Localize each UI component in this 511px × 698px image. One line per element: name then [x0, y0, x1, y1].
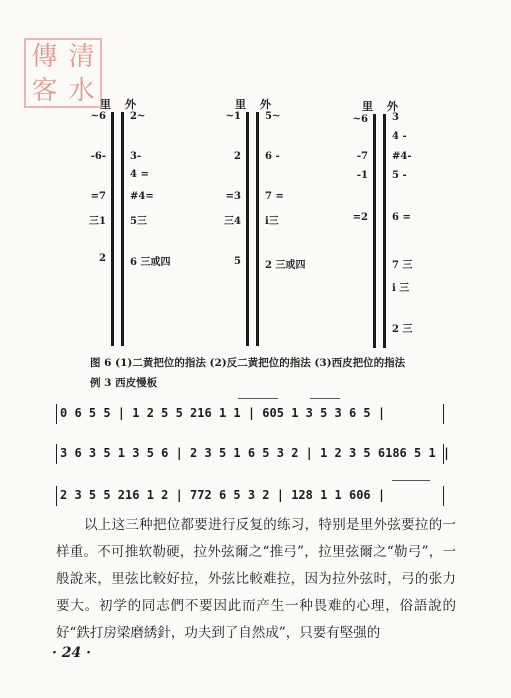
diagram-header-outer: 外: [387, 100, 404, 113]
seal-char: 清: [68, 42, 95, 72]
slur-mark: [238, 398, 278, 399]
outer-string-label: 4 =: [130, 169, 149, 180]
outer-string-label: 5三: [130, 216, 147, 227]
inner-string-line: [111, 112, 114, 346]
diagram-header-inner: 里: [362, 100, 379, 113]
fingering-diagram-fanerhuang: [215, 98, 325, 348]
notation-line: 0 6 5 5 | 1 2 5 5 216 1 1 | 605 1 3 5 3 6 5 |: [60, 406, 386, 420]
inner-string-label: -6-: [90, 151, 106, 162]
inner-string-label: 5: [234, 256, 241, 267]
outer-string-label: 7 =: [265, 191, 284, 202]
inner-string-label: =3: [225, 191, 241, 202]
diagram-header-inner: 里: [235, 98, 252, 111]
inner-string-line: [373, 114, 376, 348]
outer-string-label: #4-: [392, 151, 412, 162]
fingering-diagram-erhuang: [80, 98, 190, 348]
example-title: 例 3 西皮慢板: [90, 377, 158, 389]
outer-string-label: 5 -: [392, 170, 407, 181]
outer-string-label: i三: [265, 216, 279, 227]
outer-string-label: 6 -: [265, 151, 280, 162]
inner-string-label: 2: [234, 151, 241, 162]
inner-string-label: =2: [352, 212, 368, 223]
inner-string-label: ~6: [90, 111, 106, 122]
inner-string-label: ~6: [352, 114, 368, 125]
slur-mark: [310, 398, 340, 399]
outer-string-label: 3-: [130, 151, 142, 162]
inner-string-label: 三1: [89, 216, 106, 227]
outer-string-label: i 三: [392, 283, 410, 294]
notation-line: 3 6 3 5 1 3 5 6 | 2 3 5 1 6 5 3 2 | 1 2 3 5 6186 5 1 |: [60, 446, 451, 460]
outer-string-line: [256, 112, 259, 346]
seal-char: 客: [31, 76, 58, 106]
diagram-header-outer: 外: [260, 98, 277, 111]
figure-caption: 图 6 (1)二黄把位的指法 (2)反二黄把位的指法 (3)西皮把位的指法: [90, 357, 406, 369]
inner-string-label: 三4: [224, 216, 241, 227]
outer-string-label: 2 三或四: [265, 260, 306, 271]
seal-char: 水: [68, 76, 95, 106]
inner-string-label: ~1: [225, 111, 241, 122]
inner-string-label: =7: [90, 191, 106, 202]
diagram-header-outer: 外: [125, 98, 142, 111]
outer-string-label: #4=: [130, 191, 154, 202]
outer-string-label: 2 三: [392, 324, 413, 335]
body-paragraph: [56, 512, 456, 647]
outer-string-label: 5~: [265, 111, 281, 122]
outer-string-line: [383, 114, 386, 348]
fingering-diagram-xipi: [342, 100, 452, 350]
inner-string-label: -7: [356, 151, 368, 162]
outer-string-label: 7 三: [392, 260, 413, 271]
paragraph-text: 以上这三种把位都要进行反复的练习，特别是里外弦要拉的一样重。不可推软勒硬，拉外弦爾之“推弓”，拉里弦爾之“勒弓”，一般說来，里弦比較好拉，外弦比較难拉，因为拉外弦时，弓的张力要大。初学的同志們不要因此而产生一种畏难的心理，俗語說的好“鉄打房梁磨綉針，功夫到了自然成”，只要有堅强的: [56, 517, 456, 641]
slur-mark: [392, 480, 430, 481]
outer-string-label: 3: [392, 112, 399, 123]
outer-string-label: 2~: [130, 111, 146, 122]
outer-string-label: 6 三或四: [130, 257, 171, 268]
outer-string-label: 6 =: [392, 212, 411, 223]
inner-string-label: 2: [99, 253, 106, 264]
page-number: · 24 ·: [52, 645, 91, 661]
outer-string-line: [121, 112, 124, 346]
inner-string-label: -1: [356, 170, 368, 181]
notation-line: 2 3 5 5 216 1 2 | 772 6 5 3 2 | 128 1 1 606 |: [60, 488, 386, 502]
outer-string-label: 4 -: [392, 131, 407, 142]
inner-string-line: [246, 112, 249, 346]
diagram-header-inner: 里: [100, 98, 117, 111]
seal-char: 傳: [31, 42, 58, 72]
